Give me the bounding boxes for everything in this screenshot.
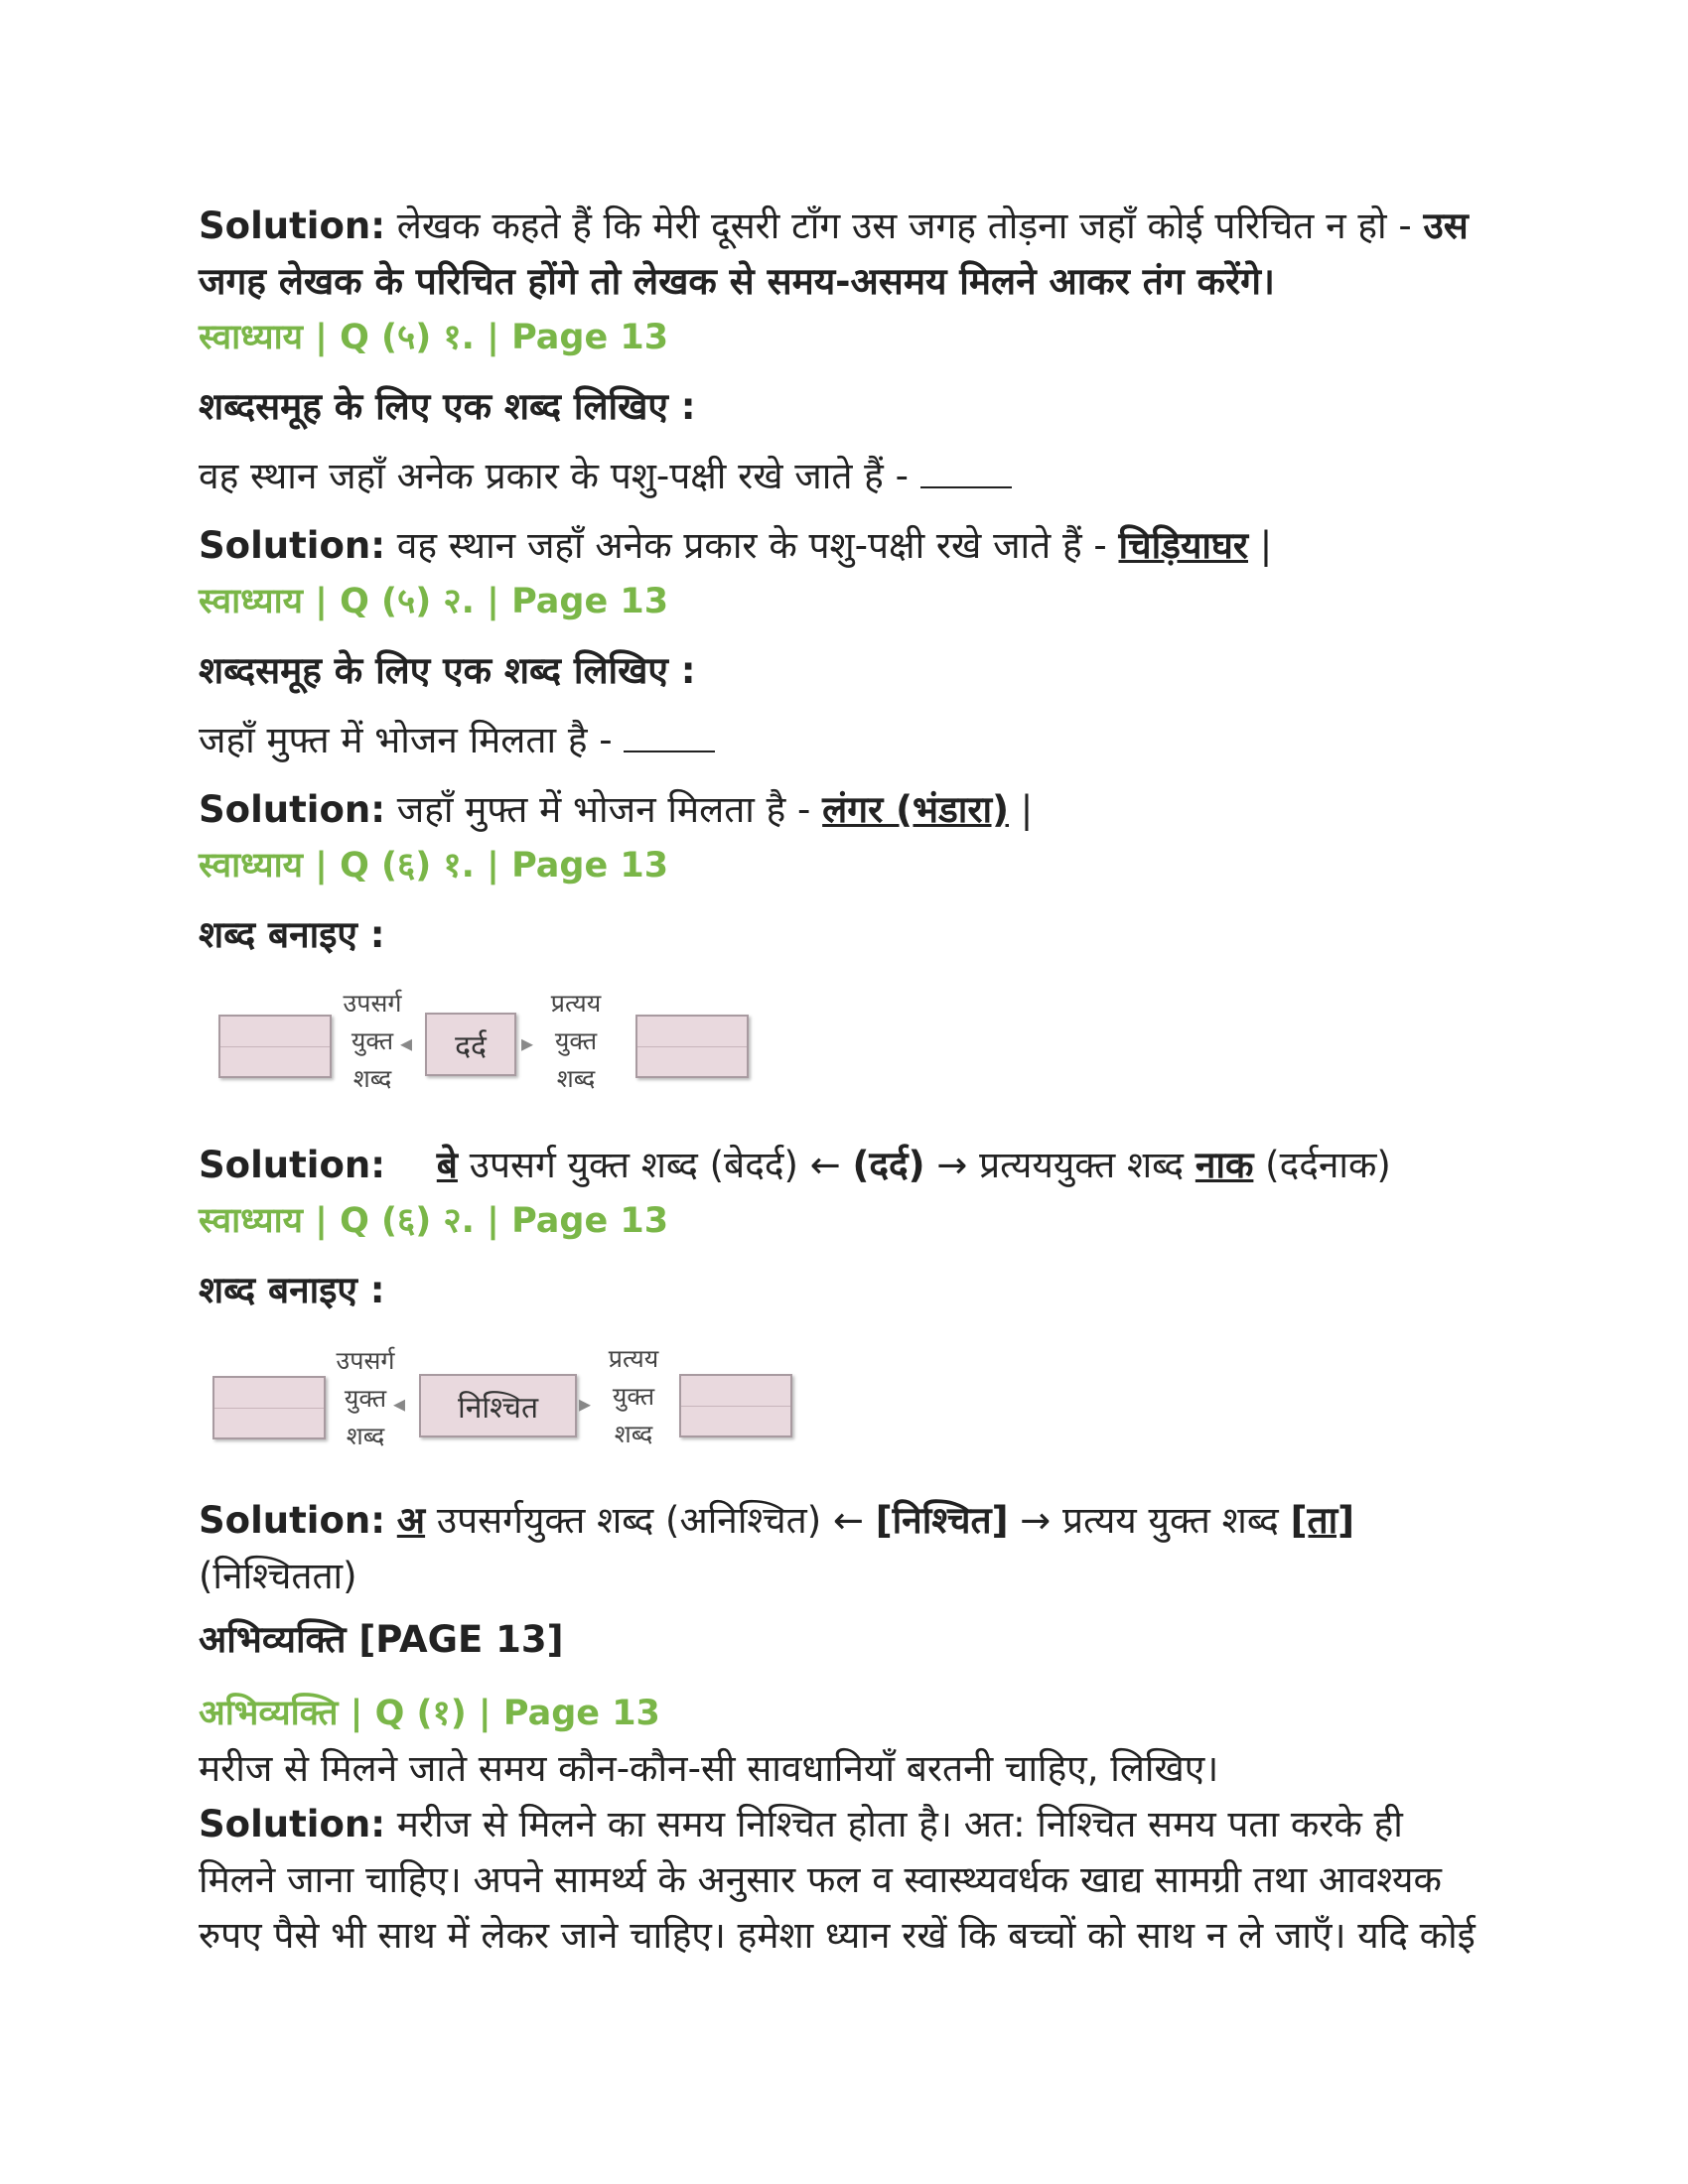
question-text: मरीज से मिलने जाते समय कौन-कौन-सी सावधानियाँ बरतनी चाहिए, लिखिए। — [199, 1747, 1219, 1790]
solution-paragraph — [199, 199, 1489, 310]
question-title: शब्द बनाइए : — [199, 913, 385, 956]
answer-blank — [624, 719, 715, 752]
root-word-box: निश्चित — [419, 1374, 577, 1437]
solution-text: वह स्थान जहाँ अनेक प्रकार के पशु-पक्षी रखे जाते हैं - — [396, 524, 1119, 567]
question-heading: स्वाध्याय | Q (६) १. | Page 13 — [199, 846, 669, 886]
suffix-label: प्रत्यय युक्त शब्द — [550, 989, 602, 1093]
solution-label: Solution: — [199, 1803, 386, 1845]
question-title: शब्दसमूह के लिए एक शब्द लिखिए : — [199, 649, 696, 692]
prefix-label: उपसर्ग युक्त शब्द — [336, 1346, 395, 1450]
question-title: शब्द बनाइए : — [199, 1269, 385, 1311]
prefix-answer: बे — [436, 1144, 458, 1186]
question-text — [199, 713, 1489, 768]
question-title: शब्दसमूह के लिए एक शब्द लिखिए : — [199, 385, 696, 428]
root-word-box: दर्द — [425, 1013, 516, 1076]
question-heading: स्वाध्याय | Q (६) २. | Page 13 — [199, 1201, 669, 1241]
question-heading: स्वाध्याय | Q (५) १. | Page 13 — [199, 318, 669, 357]
solution-label: Solution: — [199, 788, 386, 831]
prefix-answer: अ — [396, 1499, 426, 1542]
solution-label: Solution: — [199, 205, 386, 247]
answer-word: चिड़ियाघर — [1118, 524, 1248, 567]
solution-text: मरीज से मिलने का समय निश्चित होता है। अत: निश्चित समय पता करके ही मिलने जाना चाहिए। अपने सामर्थ्य के अनुसार फल व स्वास्थ्यवर्धक खाद्य सामग्री तथा आवश्यक रुपए पैसे भी साथ में लेकर जाने चाहिए। हमेशा ध्यान रखें कि बच्चों को साथ न ले जाएँ। यदि कोई — [199, 1803, 1476, 1957]
question-body: जहाँ मुफ्त में भोजन मिलता है - — [199, 719, 625, 761]
question-text — [199, 449, 1489, 504]
arrow-right-icon: ▸ — [521, 1029, 534, 1057]
solution-text: जहाँ मुफ्त में भोजन मिलता है - — [396, 788, 823, 831]
arrow-left-icon: ◂ — [400, 1029, 413, 1057]
answer-word: लंगर (भंडारा) — [822, 788, 1010, 831]
solution-end: | — [1009, 788, 1034, 831]
root-word: (दर्द) — [852, 1144, 925, 1186]
prefix-label: उपसर्ग युक्त शब्द — [343, 989, 402, 1093]
suffix-answer: [ता] — [1290, 1499, 1355, 1542]
section-title: अभिव्यक्ति [PAGE 13] — [199, 1618, 564, 1661]
solution-label: Solution: — [199, 524, 386, 567]
question-heading: अभिव्यक्ति | Q (१) | Page 13 — [199, 1694, 660, 1733]
answer-blank — [920, 455, 1012, 488]
solution-label: Solution: — [199, 1144, 386, 1186]
prefix-answer-box — [218, 1015, 332, 1078]
solution-bold-text: उस जगह लेखक के परिचित होंगे तो लेखक से समय-असमय मिलने आकर तंग करेंगे। — [199, 205, 1469, 303]
solution-paragraph: Solution: अ उपसर्गयुक्त शब्द (अनिश्चित) ← [निश्चित] → प्रत्यय युक्त शब्द [ता] (निश्चितता) — [199, 1499, 1355, 1597]
question-body: वह स्थान जहाँ अनेक प्रकार के पशु-पक्षी रखे जाते हैं - — [199, 455, 920, 497]
arrow-left-icon: ◂ — [393, 1390, 406, 1418]
suffix-answer-box — [679, 1374, 792, 1437]
question-heading: स्वाध्याय | Q (५) २. | Page 13 — [199, 582, 669, 621]
solution-text: लेखक कहते हैं कि मेरी दूसरी टाँग उस जगह तोड़ना जहाँ कोई परिचित न हो - — [396, 205, 1424, 247]
root-word: [निश्चित] — [875, 1499, 1009, 1542]
suffix-answer-box — [635, 1015, 749, 1078]
document-content — [199, 199, 1489, 1964]
solution-label: Solution: — [199, 1499, 386, 1542]
solution-paragraph — [199, 1797, 1489, 1964]
suffix-answer: नाक — [1195, 1144, 1254, 1186]
arrow-right-icon: ▸ — [579, 1390, 592, 1418]
suffix-label: प्रत्यय युक्त शब्द — [608, 1344, 659, 1448]
solution-paragraph — [199, 518, 1489, 574]
solution-paragraph — [199, 782, 1489, 838]
word-formation-diagram — [199, 985, 1489, 1124]
solution-end: | — [1248, 524, 1273, 567]
solution-paragraph: Solution: बे उपसर्ग युक्त शब्द (बेदर्द) ← (दर्द) → प्रत्यययुक्त शब्द नाक (दर्दनाक) — [199, 1144, 1391, 1186]
prefix-answer-box — [212, 1376, 326, 1439]
word-formation-diagram — [199, 1340, 1489, 1479]
